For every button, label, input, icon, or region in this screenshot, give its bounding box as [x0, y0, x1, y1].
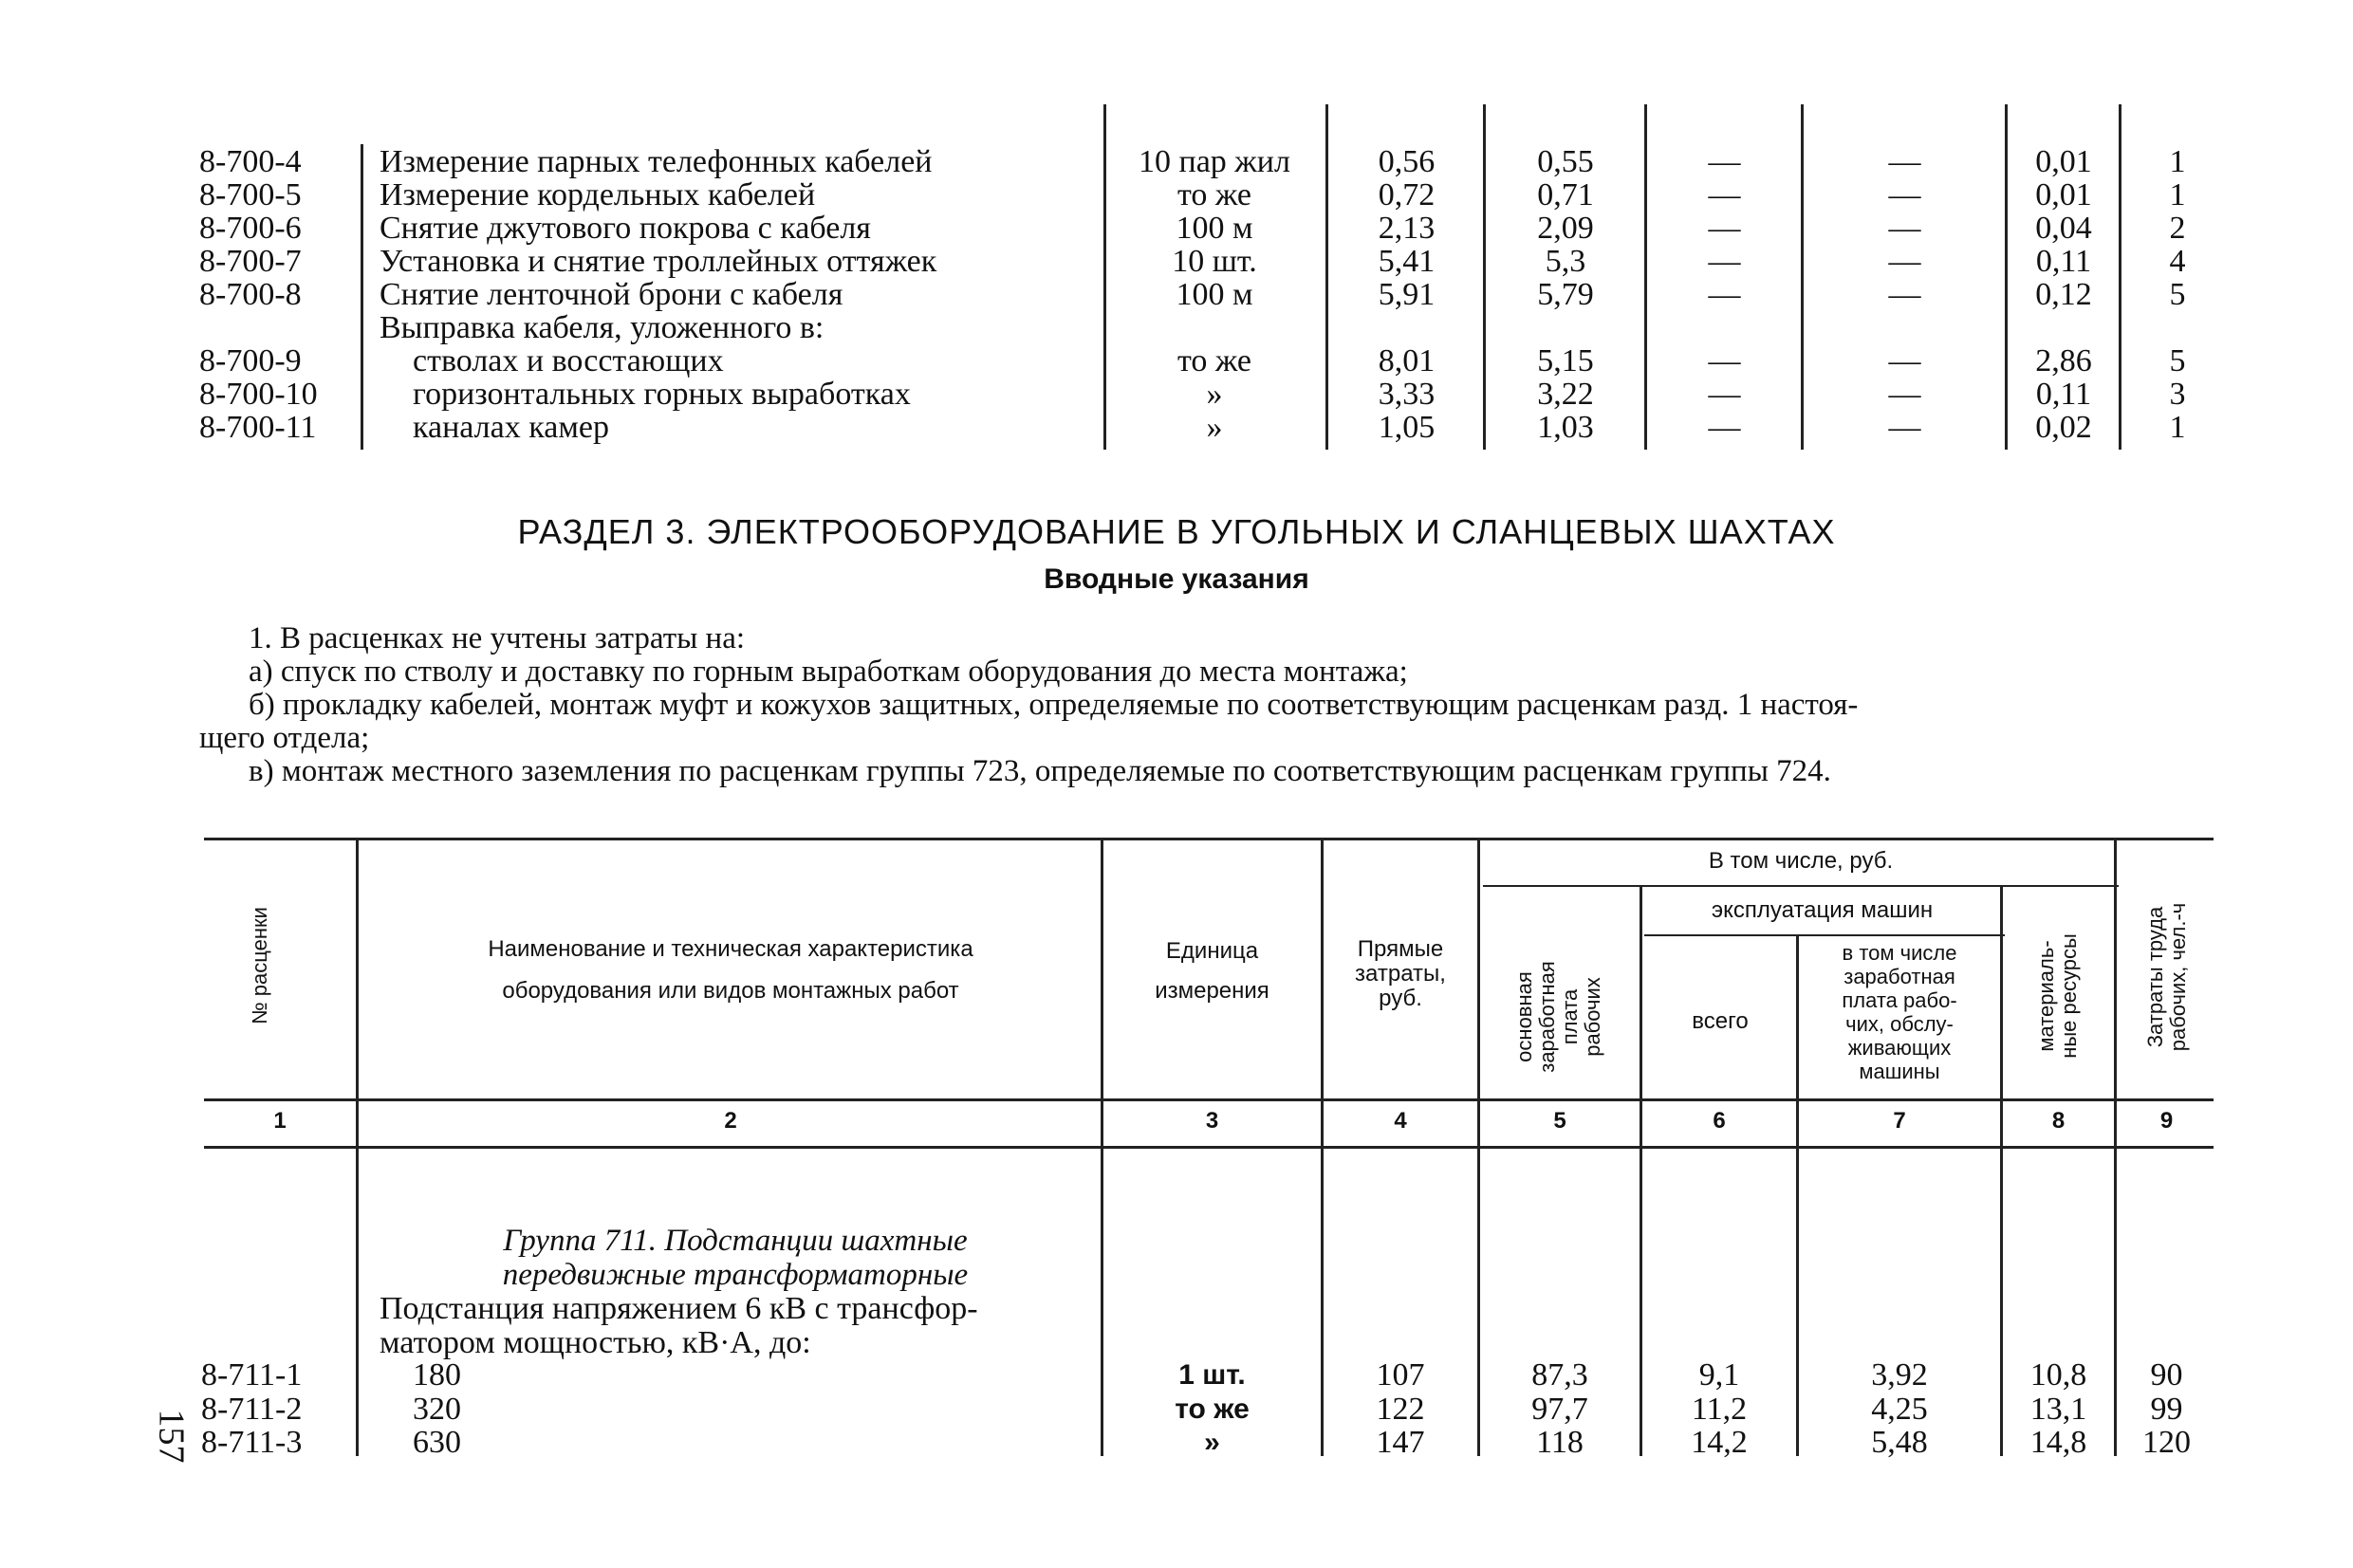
row-unit: 1 шт.: [1178, 1359, 1246, 1391]
row-mach: —: [1708, 410, 1741, 445]
header-wage: основная заработная плата рабочих: [1512, 961, 1604, 1073]
row-mach: —: [1708, 211, 1741, 246]
row-unit: то же: [1176, 177, 1252, 212]
row-name: стволах и восстающих: [413, 343, 724, 378]
row-mat: 13,1: [2029, 1392, 2087, 1427]
row-direct: 5,41: [1378, 244, 1436, 279]
header-mwage-line: живающих: [1847, 1036, 1952, 1060]
row-wage: 0,71: [1537, 177, 1594, 212]
row-wage: 3,22: [1537, 377, 1594, 412]
row-direct: 8,01: [1378, 343, 1436, 378]
row-mwage: —: [1888, 410, 1921, 445]
row-mat: 0,01: [2035, 177, 2092, 212]
header-name-line: Наименование и техническая характеристика: [488, 936, 973, 962]
row-mach: 14,2: [1691, 1425, 1748, 1460]
row-code: 8-700-11: [199, 410, 317, 445]
row-wage: 5,3: [1545, 244, 1586, 279]
table-row: [0, 1358, 2353, 1393]
header-bottom-rule: [204, 1098, 2214, 1101]
header-direct-line: руб.: [1379, 986, 1422, 1011]
row-mat: 0,02: [2035, 410, 2092, 445]
row-mwage: 5,48: [1871, 1425, 1928, 1460]
row-mach: —: [1708, 377, 1741, 412]
row-mach: —: [1708, 144, 1741, 179]
row-mat: 0,04: [2035, 211, 2092, 246]
row-wage: 0,55: [1537, 144, 1594, 179]
group-title: Группа 711. Подстанции шахтные: [503, 1224, 968, 1258]
row-wage: 5,15: [1537, 343, 1594, 378]
row-name: 320: [413, 1392, 461, 1427]
row-unit: то же: [1176, 343, 1252, 378]
row-name: Измерение парных телефонных кабелей: [380, 144, 933, 179]
row-mwage: —: [1888, 343, 1921, 378]
header-incl: В том числе, руб.: [1708, 848, 1894, 874]
row-labor: 90: [2150, 1357, 2183, 1393]
header-unit-line: Единица: [1165, 938, 1259, 964]
row-mat: 0,11: [2035, 377, 2092, 412]
row-code: 8-700-8: [199, 277, 302, 312]
row-code: 8-700-10: [199, 377, 318, 412]
row-mat: 2,86: [2035, 343, 2092, 378]
table-row: [0, 212, 2353, 246]
row-code: 8-700-4: [199, 144, 302, 179]
row-unit: 10 пар жил: [1139, 144, 1290, 179]
header-name-line: оборудования или видов монтажных работ: [502, 978, 959, 1004]
table-row: [0, 1393, 2353, 1427]
intro-line: а) спуск по стволу и доставку по горным выработкам оборудования до места монтажа;: [249, 655, 1408, 689]
row-mwage: 4,25: [1871, 1392, 1928, 1427]
row-mat: 14,8: [2029, 1425, 2087, 1460]
header-labor: Затраты труда рабочих, чел.-ч: [2143, 902, 2190, 1052]
row-unit: »: [1206, 377, 1223, 412]
row-name: горизонтальных горных выработках: [413, 377, 911, 412]
row-wage: 5,79: [1537, 277, 1594, 312]
row-mat: 0,11: [2035, 244, 2092, 279]
row-wage: 97,7: [1531, 1392, 1588, 1427]
row-unit: »: [1206, 410, 1223, 445]
row-unit: 100 м: [1176, 211, 1253, 246]
row-labor: 3: [2169, 377, 2186, 412]
row-code: 8-700-7: [199, 244, 302, 279]
row-labor: 5: [2169, 343, 2186, 378]
row-mwage: —: [1888, 211, 1921, 246]
row-direct: 3,33: [1378, 377, 1436, 412]
row-mwage: —: [1888, 244, 1921, 279]
row-name: каналах камер: [413, 410, 609, 445]
row-labor: 1: [2169, 177, 2186, 212]
row-direct: 107: [1376, 1357, 1425, 1393]
row-mach: 11,2: [1691, 1392, 1748, 1427]
row-labor: 2: [2169, 211, 2186, 246]
col-num: 2: [724, 1108, 737, 1134]
row-code: 8-711-2: [201, 1392, 303, 1427]
row-wage: 87,3: [1531, 1357, 1588, 1393]
colnum-bottom-rule: [204, 1146, 2214, 1149]
row-direct: 0,72: [1378, 177, 1436, 212]
section-title: РАЗДЕЛ 3. ЭЛЕКТРООБОРУДОВАНИЕ В УГОЛЬНЫХ И СЛАНЦЕВЫХ ШАХТАХ: [517, 512, 1836, 551]
row-mwage: —: [1888, 144, 1921, 179]
section-subtitle: Вводные указания: [1044, 563, 1309, 595]
row-wage: 1,03: [1537, 410, 1594, 445]
row-direct: 1,05: [1378, 410, 1436, 445]
intro-line: в) монтаж местного заземления по расценкам группы 723, определяемые по соответствующим расценкам группы 724.: [249, 754, 1831, 788]
row-labor: 1: [2169, 144, 2186, 179]
table-row: [0, 245, 2353, 279]
row-code: 8-700-5: [199, 177, 302, 212]
row-mach: —: [1708, 277, 1741, 312]
table-row: [0, 378, 2353, 412]
row-code: 8-711-1: [201, 1357, 303, 1393]
row-wage: 118: [1536, 1425, 1584, 1460]
col-num: 7: [1893, 1108, 1906, 1134]
table-row: [0, 178, 2353, 212]
header-mach-total: всего: [1692, 1008, 1749, 1034]
header-mwage-line: машины: [1859, 1060, 1940, 1083]
col-num: 6: [1713, 1108, 1726, 1134]
row-direct: 122: [1376, 1392, 1425, 1427]
row-labor: 1: [2169, 410, 2186, 445]
header-unit-line: измерения: [1155, 978, 1269, 1004]
row-unit: 100 м: [1176, 277, 1253, 312]
header-direct-line: затраты,: [1355, 961, 1446, 987]
col-num: 3: [1205, 1108, 1219, 1134]
header-code: № расценки: [248, 907, 271, 1024]
row-mach: —: [1708, 244, 1741, 279]
row-mwage: —: [1888, 177, 1921, 212]
header-mwage-line: заработная: [1843, 965, 1955, 988]
machines-rule: [1644, 934, 2005, 936]
row-direct: 2,13: [1378, 211, 1436, 246]
header-machines: эксплуатация машин: [1711, 897, 1934, 923]
header-mwage-line: чих, обслу-: [1845, 1012, 1954, 1036]
row-name: 180: [413, 1357, 461, 1393]
row-name: Снятие ленточной брони с кабеля: [380, 277, 843, 312]
group-desc: Подстанция напряжением 6 кВ с трансфор-: [380, 1291, 978, 1326]
col-num: 5: [1553, 1108, 1566, 1134]
col-num: 9: [2159, 1108, 2174, 1134]
page-number: 157: [151, 1409, 192, 1464]
row-name: 630: [413, 1425, 461, 1460]
row-direct: 0,56: [1378, 144, 1436, 179]
row-wage: 2,09: [1537, 211, 1594, 246]
row-mwage: —: [1888, 277, 1921, 312]
header-mwage-line: плата рабо-: [1842, 988, 1957, 1012]
table-row: [0, 278, 2353, 312]
table-row: [0, 344, 2353, 378]
group-desc: матором мощностью, кВ·А, до:: [380, 1325, 811, 1360]
row-name: Установка и снятие троллейных оттяжек: [380, 244, 937, 279]
row-mat: 10,8: [2029, 1357, 2087, 1393]
row-name: Выправка кабеля, уложенного в:: [380, 310, 824, 345]
row-mach: 9,1: [1698, 1357, 1740, 1393]
row-labor: 99: [2150, 1392, 2183, 1427]
incl-rule: [1483, 885, 2119, 887]
row-direct: 147: [1376, 1425, 1425, 1460]
row-mwage: —: [1888, 377, 1921, 412]
intro-line: б) прокладку кабелей, монтаж муфт и кожухов защитных, определяемые по соответствующим расценкам разд. 1 настоя-: [249, 688, 1859, 722]
header-top-rule: [204, 838, 2214, 840]
row-mwage: 3,92: [1871, 1357, 1928, 1393]
intro-line: 1. В расценках не учтены затраты на:: [249, 621, 746, 655]
header-direct-line: Прямые: [1357, 936, 1444, 962]
row-mat: 0,12: [2035, 277, 2092, 312]
group-title: передвижные трансформаторные: [502, 1258, 969, 1292]
row-mat: 0,01: [2035, 144, 2092, 179]
table-row: [0, 411, 2353, 445]
row-code: 8-711-3: [201, 1425, 303, 1460]
row-name: Измерение кордельных кабелей: [380, 177, 816, 212]
header-mwage-line: в том числе: [1842, 941, 1957, 965]
row-mach: —: [1708, 177, 1741, 212]
row-unit: то же: [1175, 1393, 1250, 1425]
col-num: 8: [2051, 1108, 2066, 1134]
row-unit: 10 шт.: [1172, 244, 1257, 279]
row-name: Снятие джутового покрова с кабеля: [380, 211, 871, 246]
table-row: [0, 145, 2353, 179]
row-labor: 4: [2169, 244, 2186, 279]
row-unit: »: [1204, 1427, 1220, 1458]
row-labor: 120: [2142, 1425, 2191, 1460]
col-num: 1: [273, 1108, 287, 1134]
row-code: 8-700-9: [199, 343, 302, 378]
col-num: 4: [1394, 1108, 1407, 1134]
table-row: [0, 1426, 2353, 1460]
intro-line: щего отдела;: [199, 721, 370, 755]
row-labor: 5: [2169, 277, 2186, 312]
row-mach: —: [1708, 343, 1741, 378]
row-code: 8-700-6: [199, 211, 302, 246]
row-direct: 5,91: [1378, 277, 1436, 312]
table-row: [0, 311, 2353, 345]
header-materials: материаль- ные ресурсы: [2034, 933, 2081, 1059]
